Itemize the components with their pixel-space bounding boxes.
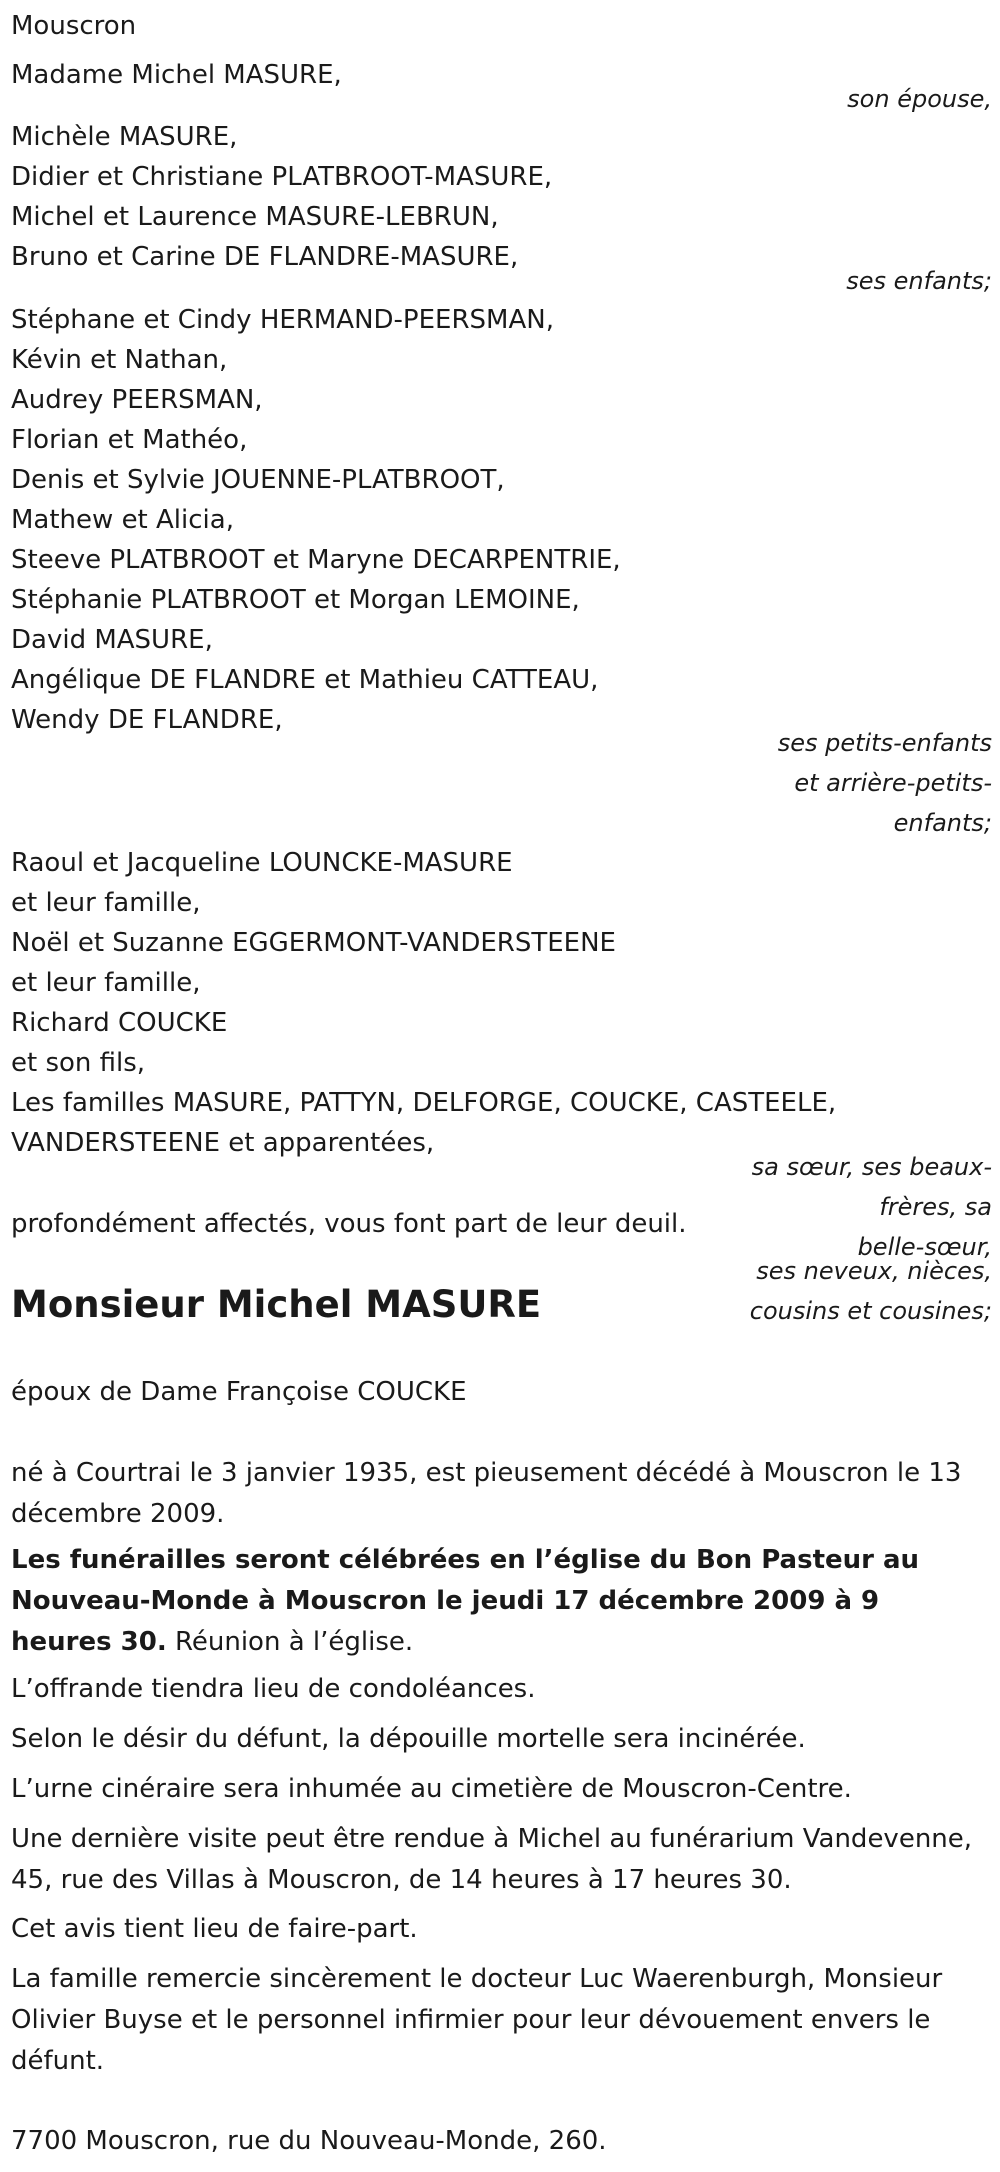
child-name: Michel et Laurence MASURE-LEBRUN, — [11, 202, 499, 232]
child-name: Didier et Christiane PLATBROOT-MASURE, — [11, 162, 553, 192]
place-heading: Mouscron — [11, 11, 137, 41]
nephews-role-line: cousins et cousines; — [749, 1297, 992, 1325]
sibling-name: et leur famille, — [11, 888, 201, 918]
birth-death-paragraph: né à Courtrai le 3 janvier 1935, est pieusement décédé à Mouscron le 13 décembre 2009. — [11, 1458, 962, 1529]
grandchild-name: Mathew et Alicia, — [11, 505, 234, 535]
address-line: 7700 Mouscron, rue du Nouveau-Monde, 260. — [11, 2126, 607, 2156]
siblings-role-line: belle-sœur, — [857, 1233, 992, 1261]
sibling-name: Noël et Suzanne EGGERMONT-VANDERSTEENE — [11, 928, 616, 958]
sibling-name: Raoul et Jacqueline LOUNCKE-MASURE — [11, 848, 513, 878]
siblings-role-line: frères, sa — [879, 1193, 992, 1221]
child-name: Bruno et Carine DE FLANDRE-MASURE, — [11, 242, 519, 272]
note-paragraph: Cet avis tient lieu de faire-part. — [11, 1914, 418, 1944]
grandchild-name: Wendy DE FLANDRE, — [11, 705, 283, 735]
sibling-name: VANDERSTEENE et apparentées, — [11, 1128, 435, 1158]
note-paragraph: Selon le désir du défunt, la dépouille mortelle sera incinérée. — [11, 1724, 806, 1754]
grandchild-name: Florian et Mathéo, — [11, 425, 248, 455]
sibling-name: Richard COUCKE — [11, 1008, 228, 1038]
grandchild-name: Stéphane et Cindy HERMAND-PEERSMAN, — [11, 305, 554, 335]
grandchild-name: David MASURE, — [11, 625, 213, 655]
deceased-name: Monsieur Michel MASURE — [11, 1283, 542, 1326]
grandchild-name: Kévin et Nathan, — [11, 345, 228, 375]
grandchild-name: Steeve PLATBROOT et Maryne DECARPENTRIE, — [11, 545, 621, 575]
note-paragraph: L’offrande tiendra lieu de condoléances. — [11, 1674, 536, 1704]
grandchildren-role-line: ses petits-enfants — [777, 729, 992, 757]
announcement-text: profondément affectés, vous font part de leur deuil. — [11, 1209, 687, 1239]
funeral-normal-text: Réunion à l’église. — [174, 1627, 414, 1657]
grandchildren-role-line: et arrière-petits- — [794, 769, 992, 797]
funeral-paragraph — [11, 1540, 986, 1663]
note-paragraph: L’urne cinéraire sera inhumée au cimetière de Mouscron-Centre. — [11, 1774, 852, 1804]
note-paragraph: La famille remercie sincèrement le docteur Luc Waerenburgh, Monsieur Olivier Buyse et le personnel infirmier pour leur dévouement envers le défunt. — [11, 1964, 943, 2076]
grandchild-name: Stéphanie PLATBROOT et Morgan LEMOINE, — [11, 585, 580, 615]
grandchild-name: Audrey PEERSMAN, — [11, 385, 263, 415]
sibling-name: et leur famille, — [11, 968, 201, 998]
spouse-name: Madame Michel MASURE, — [11, 60, 342, 90]
deceased-spouse-line: époux de Dame Françoise COUCKE — [11, 1377, 467, 1407]
children-role: ses enfants; — [846, 267, 992, 295]
note-paragraph: Une dernière visite peut être rendue à Michel au funérarium Vandevenne, 45, rue des Villas à Mouscron, de 14 heures à 17 heures 30. — [11, 1824, 973, 1895]
nephews-role-line: ses neveux, nièces, — [756, 1257, 992, 1285]
sibling-name: Les familles MASURE, PATTYN, DELFORGE, COUCKE, CASTEELE, — [11, 1088, 837, 1118]
grandchild-name: Angélique DE FLANDRE et Mathieu CATTEAU, — [11, 665, 599, 695]
child-name: Michèle MASURE, — [11, 122, 238, 152]
siblings-role-line: sa sœur, ses beaux- — [751, 1153, 992, 1181]
grandchildren-role-line: enfants; — [893, 809, 992, 837]
funeral-bold-text: Les funérailles seront célébrées en l’église du Bon Pasteur au Nouveau-Monde à Mouscron le jeudi 17 décembre 2009 à 9 heures 30. — [11, 1545, 920, 1657]
grandchild-name: Denis et Sylvie JOUENNE-PLATBROOT, — [11, 465, 505, 495]
spouse-role: son épouse, — [847, 85, 992, 113]
sibling-name: et son fils, — [11, 1048, 146, 1078]
